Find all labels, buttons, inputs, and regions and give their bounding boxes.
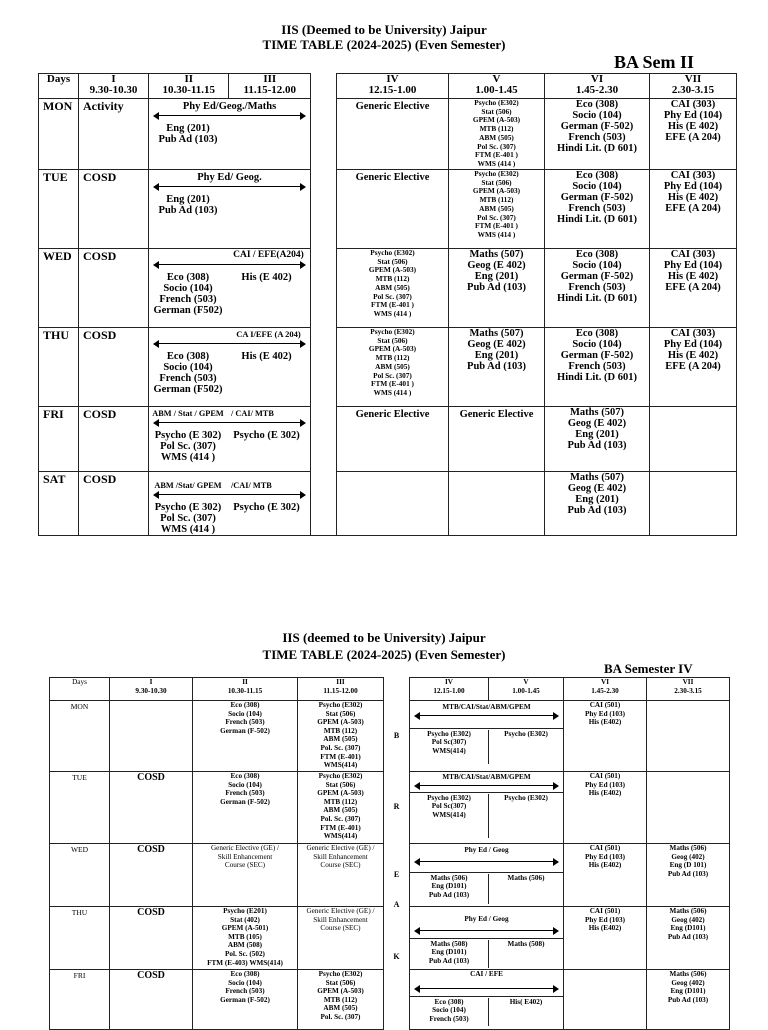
span-label: MTB/CAI/Stat/ABM/GPEM	[442, 773, 531, 781]
break-column	[311, 99, 337, 170]
cell-period-6: CAI (501) Phy Ed (103) His (E402)	[564, 772, 647, 844]
span-label: Phy Ed/ Geog.	[197, 172, 262, 183]
span-label: CAI / EFE(A204)	[233, 250, 304, 260]
cell-period-3: Psycho (E302) Stat (506) GPEM (A-503) MTB (112) ABM (505) Pol. Sc. (307)	[298, 970, 384, 1030]
span-label-right: / CAI/ MTB	[231, 409, 274, 418]
span-arrow	[153, 419, 306, 427]
cell-period-7	[647, 772, 730, 844]
span-label: CAI / EFE	[470, 970, 503, 978]
row-fri	[39, 407, 737, 472]
span-label-right: /CAI/ MTB	[231, 481, 272, 490]
header-row	[39, 74, 737, 99]
cell-period-2: Eco (308) Socio (104) French (503) German (F-502)	[193, 772, 298, 844]
cell-period-4	[337, 472, 449, 536]
break-column	[311, 170, 337, 249]
day-label: WED	[39, 249, 79, 328]
header-period-4: IV 12.15-1.00	[410, 678, 489, 701]
header-days: Days	[39, 74, 79, 99]
cell-period-6: Eco (308) Socio (104) German (F-502) French (503) Hindi Lit. (D 601)	[545, 170, 650, 249]
doc2-title: IIS (deemed to be University) Jaipur	[282, 630, 486, 645]
break-column	[311, 407, 337, 472]
cell-period-3: Generic Elective (GE) / Skill Enhancement Course (SEC)	[298, 907, 384, 970]
cell-period-7: CAI (303) Phy Ed (104) His (E 402) EFE (A 204)	[650, 249, 737, 328]
span-label: Phy Ed/Geog./Maths	[182, 101, 277, 112]
span-arrow	[414, 927, 559, 935]
break-column	[311, 472, 337, 536]
row-thu	[39, 328, 737, 407]
cell-period-4: Psycho (E302) Pol Sc(307) WMS(414)	[410, 794, 489, 838]
doc1-title: IIS (Deemed to be University) Jaipur	[281, 22, 487, 37]
cell-period-1: COSD	[79, 170, 149, 249]
doc1-subtitle: TIME TABLE (2024-2025) (Even Semester)	[262, 37, 506, 52]
header-period-1: I 9.30-10.30	[110, 678, 193, 701]
cell-period-1: COSD	[110, 907, 193, 970]
header-period-2: II 10.30-11.15	[149, 74, 229, 99]
break-column	[384, 844, 410, 907]
cell-period-1: COSD	[79, 249, 149, 328]
cell-period-2: Psycho (E201) Stat (402) GPEM (A-501) MTB (105) ABM (508) Pol. Sc. (502) FTM (E-403) WMS(414)	[193, 907, 298, 970]
cell-period-3: Psycho (E 302)	[233, 502, 300, 513]
cell-period-6: CAI (501) Phy Ed (103) His (E402)	[564, 701, 647, 772]
cell-period-4: Generic Elective	[337, 99, 449, 170]
break-letter: A	[393, 899, 400, 909]
break-column	[384, 678, 410, 701]
row-mon	[50, 701, 730, 772]
day-label: WED	[50, 844, 110, 907]
cell-period-5: Maths (506)	[507, 873, 545, 882]
span-label-left: ABM /Stat/ GPEM	[154, 481, 222, 490]
span-arrow	[153, 183, 306, 191]
span-label: Phy Ed / Geog	[464, 915, 509, 923]
cell-period-7: Maths (506) Geog (402) Eng (D 101) Pub Ad (103)	[647, 844, 730, 907]
cell-period-4: Eco (308) Socio (104) French (503)	[410, 998, 489, 1026]
cell-period-6: Eco (308) Socio (104) German (F-502) French (503) Hindi Lit. (D 601)	[545, 249, 650, 328]
doc2-subtitle: TIME TABLE (2024-2025) (Even Semester)	[262, 647, 506, 662]
cell-period-6	[564, 970, 647, 1030]
cell-period-2-3	[149, 99, 311, 170]
header-period-7: VII 2.30-3.15	[647, 678, 730, 701]
span-arrow	[414, 782, 559, 790]
cell-period-6: Eco (308) Socio (104) German (F-502) French (503) Hindi Lit. (D 601)	[545, 328, 650, 407]
cell-period-4: Psycho (E302) Stat (506) GPEM (A-503) MTB (112) ABM (505) Pol Sc. (307) FTM (E-401 ) WMS (414 )	[337, 328, 449, 407]
row-wed	[39, 249, 737, 328]
cell-period-4: Maths (506) Eng (D101) Pub Ad (103)	[410, 874, 489, 904]
cell-period-2-3	[149, 170, 311, 249]
span-label: MTB/CAI/Stat/ABM/GPEM	[442, 703, 531, 711]
cell-period-4-5	[410, 970, 564, 1030]
cell-period-2-3	[149, 328, 311, 407]
span-arrow	[153, 261, 306, 269]
row-mon	[39, 99, 737, 170]
cell-period-6: CAI (501) Phy Ed (103) His (E402)	[564, 907, 647, 970]
cell-period-1	[110, 701, 193, 772]
header-period-2: II 10.30-11.15	[193, 678, 298, 701]
header-period-7: VII 2.30-3.15	[650, 74, 737, 99]
cell-period-2: Psycho (E 302) Pol Sc. (307) WMS (414 )	[154, 502, 222, 535]
cell-period-6: CAI (501) Phy Ed (103) His (E402)	[564, 844, 647, 907]
break-column	[384, 701, 410, 772]
timetable-sem-ii	[38, 73, 737, 536]
cell-period-2: Eco (308) Socio (104) French (503) German (F502)	[153, 351, 223, 395]
cell-period-2: Eco (308) Socio (104) French (503) German (F-502)	[193, 701, 298, 772]
break-column	[384, 970, 410, 1030]
row-fri	[50, 970, 730, 1030]
day-label: THU	[50, 907, 110, 970]
span-label: CA I/EFE (A 204)	[236, 329, 301, 339]
row-tue	[50, 772, 730, 844]
row-tue	[39, 170, 737, 249]
day-label: THU	[39, 328, 79, 407]
cell-period-1: COSD	[110, 970, 193, 1030]
cell-period-4: Psycho (E302) Pol Sc(307) WMS(414)	[410, 730, 489, 764]
cell-period-7: CAI (303) Phy Ed (104) His (E 402) EFE (A 204)	[650, 328, 737, 407]
row-wed	[50, 844, 730, 907]
day-label: FRI	[39, 407, 79, 472]
cell-period-5: Psycho (E302)	[504, 729, 548, 738]
cell-period-3: His (E 402)	[241, 351, 292, 362]
cell-period-3: His (E 402)	[241, 272, 292, 283]
cell-period-2-3	[149, 472, 311, 536]
day-label: TUE	[39, 170, 79, 249]
break-column	[384, 772, 410, 844]
span-arrow	[414, 858, 559, 866]
cell-period-4-5	[410, 701, 564, 772]
cell-period-5	[449, 472, 545, 536]
day-label: MON	[50, 701, 110, 772]
break-column	[311, 328, 337, 407]
doc2-semester: BA Semester IV	[604, 661, 693, 676]
header-days: Days	[50, 678, 110, 701]
header-period-5: V 1.00-1.45	[489, 678, 564, 701]
cell-period-5: His( E402)	[509, 997, 543, 1006]
header-period-4: IV 12.15-1.00	[337, 74, 449, 99]
header-period-3: III 11.15-12.00	[298, 678, 384, 701]
cell-period-2-list: Eng (201) Pub Ad (103)	[158, 194, 218, 216]
cell-period-5: Psycho (E302) Stat (506) GPEM (A-503) MTB (112) ABM (505) Pol Sc. (307) FTM (E-401 ) WMS (414 )	[449, 170, 545, 249]
cell-period-3: Generic Elective (GE) / Skill Enhancement Course (SEC)	[298, 844, 384, 907]
break-column	[384, 899, 410, 970]
cell-period-6: Eco (308) Socio (104) German (F-502) French (503) Hindi Lit. (D 601)	[545, 99, 650, 170]
cell-period-1: COSD	[79, 472, 149, 536]
break-letter: E	[393, 869, 400, 879]
cell-period-2: Eco (308) Socio (104) French (503) German (F-502)	[193, 970, 298, 1030]
span-label: Phy Ed / Geog	[464, 846, 509, 854]
span-arrow	[414, 712, 559, 720]
cell-period-3: Psycho (E302) Stat (506) GPEM (A-503) MTB (112) ABM (505) Pol. Sc. (307) FTM (E-401) WMS(414)	[298, 772, 384, 844]
cell-period-4-5	[410, 844, 564, 907]
span-arrow	[153, 112, 306, 120]
cell-period-5: Generic Elective	[449, 407, 545, 472]
cell-period-6: Maths (507) Geog (E 402) Eng (201) Pub Ad (103)	[545, 472, 650, 536]
header-period-5: V 1.00-1.45	[449, 74, 545, 99]
cell-period-2: Eco (308) Socio (104) French (503) German (F502)	[153, 272, 223, 316]
cell-period-5: Maths (507) Geog (E 402) Eng (201) Pub Ad (103)	[449, 328, 545, 407]
header-period-3: III 11.15-12.00	[229, 74, 311, 99]
cell-period-7: CAI (303) Phy Ed (104) His (E 402) EFE (A 204)	[650, 99, 737, 170]
cell-period-5: Maths (507) Geog (E 402) Eng (201) Pub Ad (103)	[449, 249, 545, 328]
cell-period-7: Maths (506) Geog (402) Eng (D101) Pub Ad (103)	[647, 907, 730, 970]
cell-period-2-3	[149, 249, 311, 328]
break-column	[311, 249, 337, 328]
row-thu	[50, 907, 730, 970]
day-label: TUE	[50, 772, 110, 844]
cell-period-5: Psycho (E302)	[504, 793, 548, 802]
cell-period-1: COSD	[110, 844, 193, 907]
cell-period-2: Psycho (E 302) Pol Sc. (307) WMS (414 )	[154, 430, 222, 463]
cell-period-3: Psycho (E 302)	[233, 430, 300, 441]
span-arrow	[414, 985, 559, 993]
cell-period-7	[647, 701, 730, 772]
day-label: SAT	[39, 472, 79, 536]
header-row	[50, 678, 730, 701]
cell-period-4-5	[410, 907, 564, 970]
cell-period-7	[650, 472, 737, 536]
cell-period-5: Psycho (E302) Stat (506) GPEM (A-503) MTB (112) ABM (505) Pol Sc. (307) FTM (E-401 ) WMS (414 )	[449, 99, 545, 170]
span-label-left: ABM / Stat / GPEM	[152, 409, 224, 418]
cell-period-1: Activity	[79, 99, 149, 170]
header-period-6: VI 1.45-2.30	[545, 74, 650, 99]
header-period-1: I 9.30-10.30	[79, 74, 149, 99]
cell-period-2-3	[149, 407, 311, 472]
timetable-sem-iv	[49, 677, 730, 1030]
span-arrow	[153, 491, 306, 499]
cell-period-4: Generic Elective	[337, 407, 449, 472]
break-letter: R	[393, 802, 400, 812]
cell-period-1: COSD	[79, 407, 149, 472]
cell-period-1: COSD	[79, 328, 149, 407]
day-label: FRI	[50, 970, 110, 1030]
cell-period-4: Psycho (E302) Stat (506) GPEM (A-503) MTB (112) ABM (505) Pol Sc. (307) FTM (E-401 ) WMS (414 )	[337, 249, 449, 328]
cell-period-4: Generic Elective	[337, 170, 449, 249]
cell-period-1: COSD	[110, 772, 193, 844]
cell-period-7	[650, 407, 737, 472]
cell-period-6: Maths (507) Geog (E 402) Eng (201) Pub Ad (103)	[545, 407, 650, 472]
cell-period-5: Maths (508)	[507, 939, 545, 948]
cell-period-4: Maths (508) Eng (D101) Pub Ad (103)	[410, 940, 489, 968]
doc1-semester: BA Sem II	[614, 52, 695, 72]
header-period-6: VI 1.45-2.30	[564, 678, 647, 701]
span-arrow	[153, 340, 306, 348]
cell-period-4-5	[410, 772, 564, 844]
cell-period-2-list: Eng (201) Pub Ad (103)	[158, 123, 218, 145]
day-label: MON	[39, 99, 79, 170]
cell-period-3: Psycho (E302) Stat (506) GPEM (A-503) MTB (112) ABM (505) Pol. Sc. (307) FTM (E-401) WMS(414)	[298, 701, 384, 772]
cell-period-2: Generic Elective (GE) / Skill Enhancement Course (SEC)	[193, 844, 298, 907]
row-sat	[39, 472, 737, 536]
break-letter: K	[393, 952, 400, 962]
break-column	[311, 74, 337, 99]
cell-period-7: Maths (506) Geog (402) Eng (D101) Pub Ad (103)	[647, 970, 730, 1030]
break-letter: B	[393, 730, 400, 740]
cell-period-7: CAI (303) Phy Ed (104) His (E 402) EFE (A 204)	[650, 170, 737, 249]
